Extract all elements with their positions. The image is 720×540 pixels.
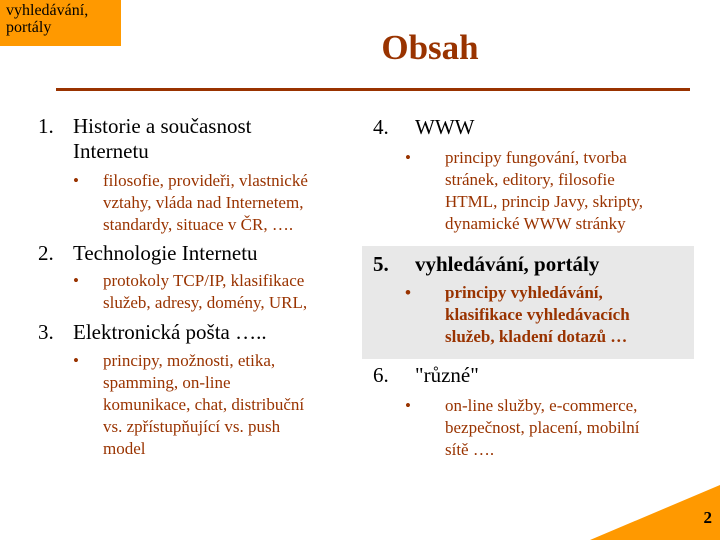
sub-text: filosofie, provideři, vlastnické vztahy, vláda nad Internetem, standardy, situace v ČR, …. xyxy=(103,171,308,234)
item-number: 4. xyxy=(373,115,389,139)
sub-text: on-line služby, e-commerce, bezpečnost, placení, mobilní sítě …. xyxy=(445,396,640,459)
item-heading: Technologie Internetu xyxy=(73,241,258,265)
bullet-icon: • xyxy=(73,271,79,290)
item-heading: Historie a současnost Internetu xyxy=(73,114,252,163)
item-heading: WWW xyxy=(415,115,475,139)
sub-text: protokoly TCP/IP, klasifikace služeb, adresy, domény, URL, xyxy=(103,271,308,312)
item-number: 2. xyxy=(38,241,54,265)
bullet-icon: • xyxy=(73,351,79,370)
sub-text: principy, možnosti, etika, spamming, on-line komunikace, chat, distribuční vs. zpřístupňující vs. push model xyxy=(103,351,305,458)
section-tag-line-1: vyhledávání, xyxy=(6,2,89,19)
item-heading: vyhledávání, portály xyxy=(415,252,600,276)
item-heading: Elektronická pošta ….. xyxy=(73,320,267,344)
section-tag-line-2: portály xyxy=(6,19,52,36)
corner-triangle-decoration xyxy=(590,485,720,540)
slide-title: Obsah xyxy=(381,28,479,67)
item-number: 3. xyxy=(38,320,54,344)
bullet-icon: • xyxy=(405,396,411,415)
title-divider xyxy=(56,88,690,91)
item-number: 6. xyxy=(373,363,389,387)
bullet-icon: • xyxy=(73,171,79,190)
sub-text: principy fungování, tvorba stránek, editory, filosofie HTML, princip Javy, skripty, dynamické WWW stránky xyxy=(445,148,643,233)
bullet-icon: • xyxy=(405,283,411,302)
bullet-icon: • xyxy=(405,148,411,167)
section-tag xyxy=(0,0,121,46)
item-heading: "různé" xyxy=(415,363,479,387)
item-number: 5. xyxy=(373,252,389,276)
item-number: 1. xyxy=(38,114,54,138)
sub-text: principy vyhledávání, klasifikace vyhledávacích služeb, kladení dotazů … xyxy=(445,283,630,346)
page-number: 2 xyxy=(703,508,712,527)
